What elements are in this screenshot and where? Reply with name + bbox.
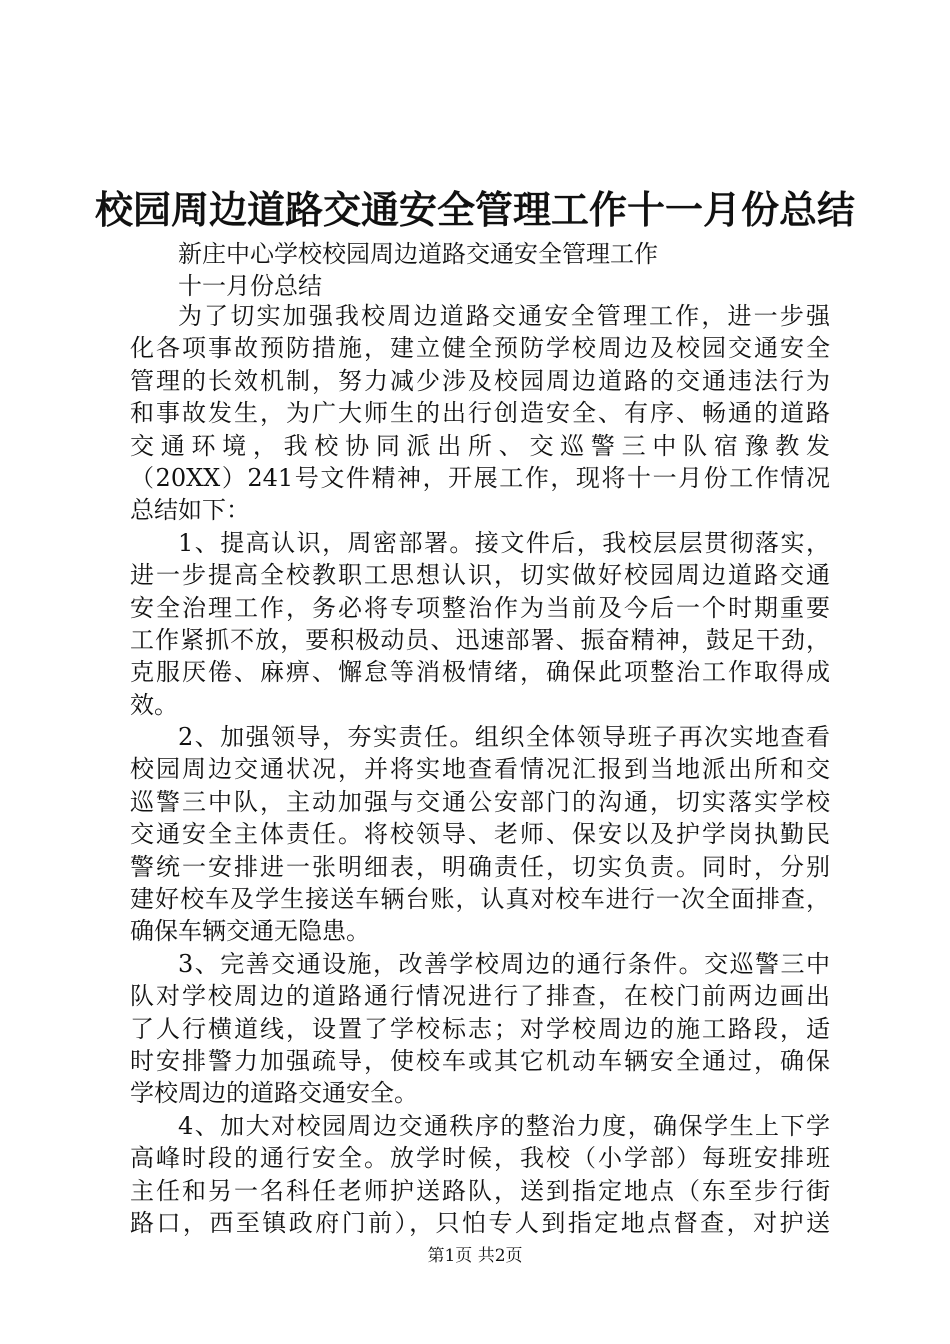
body-line: 交通安全主体责任。将校领导、老师、保安以及护学岗执勤民 xyxy=(130,820,830,849)
body-line: 确保车辆交通无隐患。 xyxy=(130,917,370,946)
body-line: 和事故发生，为广大师生的出行创造安全、有序、畅通的道路 xyxy=(130,399,830,428)
body-line: 学校周边的道路交通安全。 xyxy=(130,1079,418,1108)
body-line: 校园周边交通状况，并将实地查看情况汇报到当地派出所和交 xyxy=(130,755,830,784)
body-line: 工作紧抓不放，要积极动员、迅速部署、振奋精神，鼓足干劲， xyxy=(130,625,830,654)
subtitle-line-2: 十一月份总结 xyxy=(178,272,322,300)
body-line: 效。 xyxy=(130,690,178,719)
body-line: 主任和另一名科任老师护送路队，送到指定地点（东至步行街 xyxy=(130,1176,830,1205)
body-line: 3、完善交通设施，改善学校周边的通行条件。交巡警三中 xyxy=(178,949,830,978)
body-line: 警统一安排进一张明细表，明确责任，切实负责。同时，分别 xyxy=(130,852,830,881)
body-line: 进一步提高全校教职工思想认识，切实做好校园周边道路交通 xyxy=(130,561,830,590)
subtitle-line-1: 新庄中心学校校园周边道路交通安全管理工作 xyxy=(178,240,658,268)
body-line: 总结如下： xyxy=(130,496,250,525)
body-line: 了人行横道线，设置了学校标志；对学校周边的施工路段，适 xyxy=(130,1014,830,1043)
body-line: 1、提高认识，周密部署。接文件后，我校层层贯彻落实， xyxy=(178,528,830,557)
body-line: 巡警三中队，主动加强与交通公安部门的沟通，切实落实学校 xyxy=(130,787,830,816)
body-line: 化各项事故预防措施，建立健全预防学校周边及校园交通安全 xyxy=(130,334,830,363)
body-line: 2、加强领导，夯实责任。组织全体领导班子再次实地查看 xyxy=(178,723,830,752)
page-footer: 第1页 共2页 xyxy=(427,1246,523,1266)
body-line: 4、加大对校园周边交通秩序的整治力度，确保学生上下学 xyxy=(178,1111,830,1140)
document-title: 校园周边道路交通安全管理工作十一月份总结 xyxy=(94,187,855,232)
body-line: 路口，西至镇政府门前），只怕专人到指定地点督查，对护送 xyxy=(130,1208,830,1237)
body-line: 管理的长效机制，努力减少涉及校园周边道路的交通违法行为 xyxy=(130,366,830,395)
body-line: 高峰时段的通行安全。放学时候，我校（小学部）每班安排班 xyxy=(130,1144,830,1173)
body-line: 交通环境，我校协同派出所、交巡警三中队宿豫教发 xyxy=(130,431,830,460)
body-line: 为了切实加强我校周边道路交通安全管理工作，进一步强 xyxy=(178,302,830,330)
body-line: 安全治理工作，务必将专项整治作为当前及今后一个时期重要 xyxy=(130,593,830,622)
body-line: （20XX）241号文件精神，开展工作，现将十一月份工作情况 xyxy=(130,463,830,492)
body-line: 建好校车及学生接送车辆台账，认真对校车进行一次全面排查， xyxy=(130,885,830,914)
document-body xyxy=(130,300,830,1239)
body-line: 克服厌倦、麻痹、懈怠等消极情绪，确保此项整治工作取得成 xyxy=(130,658,830,687)
body-line: 时安排警力加强疏导，使校车或其它机动车辆安全通过，确保 xyxy=(130,1046,830,1075)
body-line: 队对学校周边的道路通行情况进行了排查，在校门前两边画出 xyxy=(130,982,830,1011)
